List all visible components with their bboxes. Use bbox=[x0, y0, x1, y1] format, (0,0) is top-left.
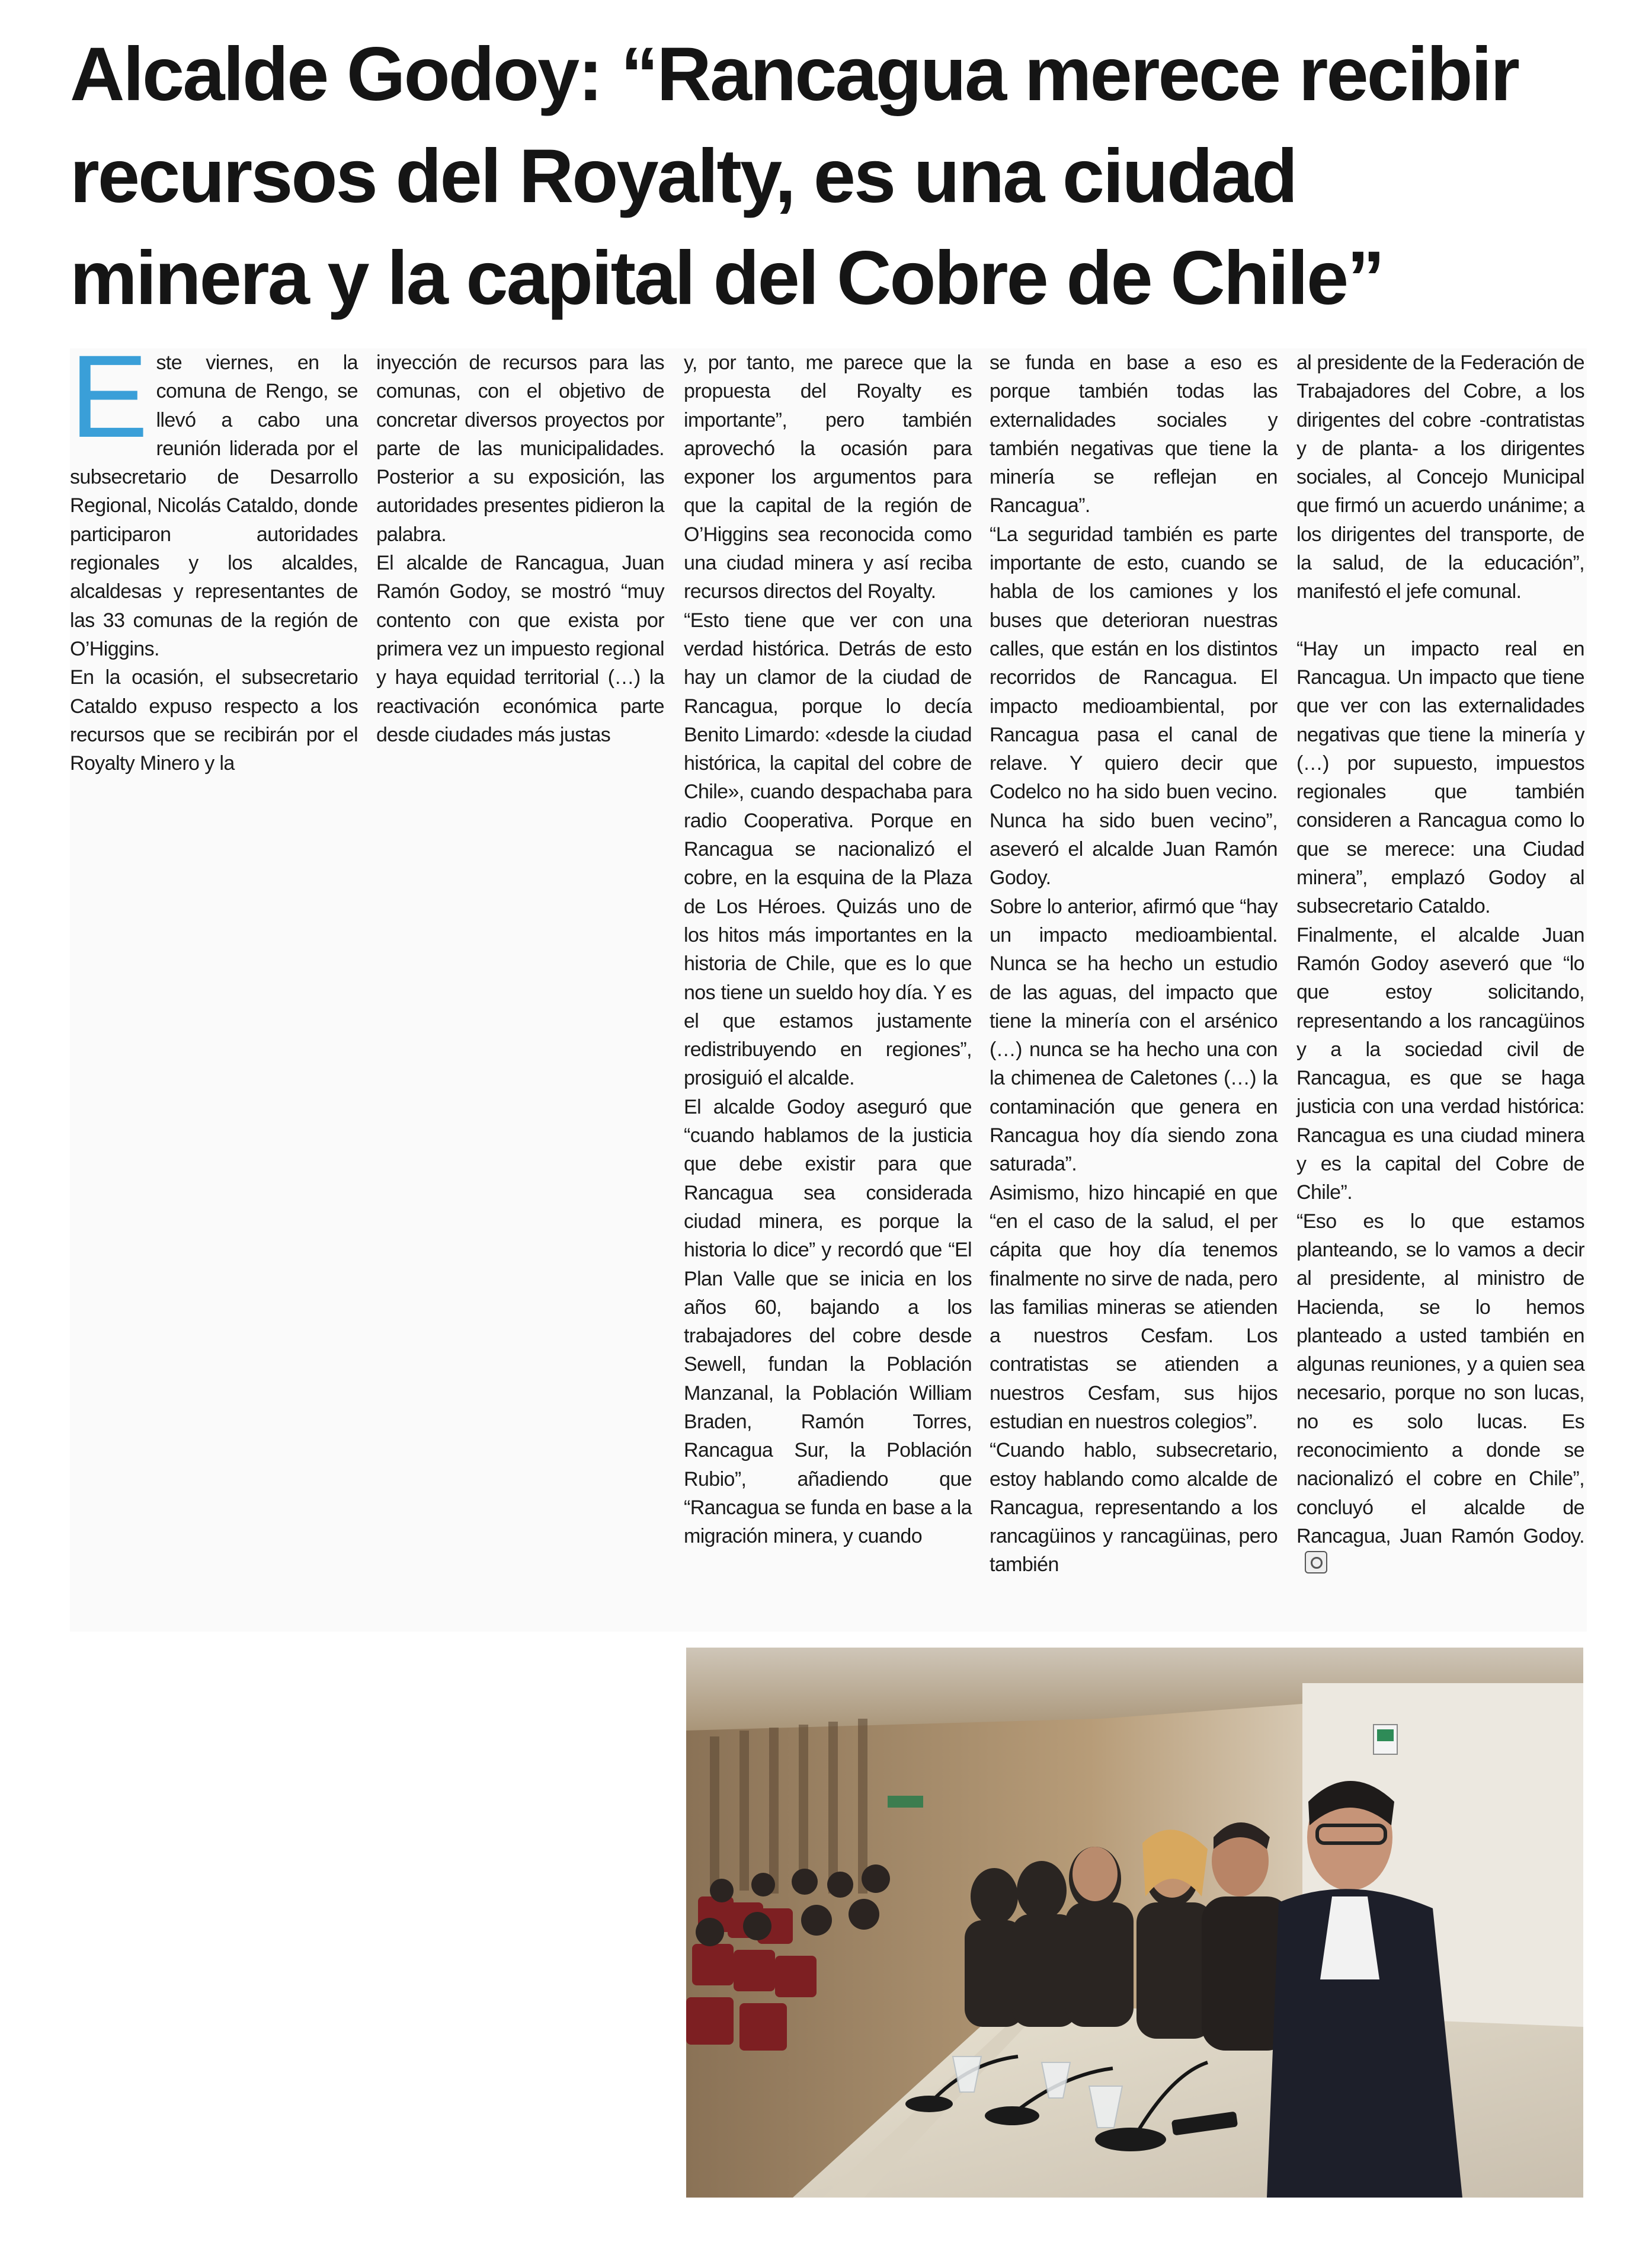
article-column-1 bbox=[70, 331, 358, 778]
paragraph: El alcalde de Rancagua, Juan Ramón Godoy, se mostró “muy contento con que exista por primera vez un impuesto regional y haya equidad territorial (…) la reactivación económica parte desde ciudades más justas bbox=[376, 552, 664, 746]
paragraph: “Eso es lo que estamos planteando, se lo vamos a decir al presidente, al ministro de Hacienda, se lo hemos planteado a usted también en algunas reuniones, y a quien sea necesario, porque no son lucas, no es solo lucas. Es reconocimiento a donde se nacionalizó el cobre en Chile”, concluyó el alcalde de Rancagua, Juan Ramón Godoy. bbox=[1296, 1207, 1584, 1579]
article-column-2 bbox=[376, 348, 664, 749]
paragraph: Este viernes, en la comuna de Rengo, se llevó a cabo una reunión liderada por el subsecretario de Desarrollo Regional, Nicolás Cataldo, donde participaron autoridades regionales y los alcaldes, alcaldesas y representantes de las 33 comunas de la región de O’Higgins. bbox=[70, 331, 358, 660]
headline-line-2: recursos del Royalty, es una ciudad bbox=[70, 134, 1296, 219]
article-column-4 bbox=[990, 348, 1278, 1579]
paragraph: al presidente de la Federación de Trabajadores del Cobre, a los dirigentes del cobre -contratistas y de planta- a los dirigentes sociales, al Concejo Municipal que firmó un acuerdo unánime; a los dirigentes del transporte, de la salud, de la educación”, manifestó el jefe comunal. bbox=[1296, 351, 1584, 603]
meeting-photo bbox=[686, 1648, 1583, 2198]
paragraph: El alcalde Godoy aseguró que “cuando hablamos de la justicia que debe existir para que Rancagua sea considerada ciudad minera, es porque la historia lo dice” y recordó que “El Plan Valle que se inicia en los años 60, bajando a los trabajadores del cobre desde Sewell, fundan la Población Manzanal, la Población William Braden, Ramón Torres, Rancagua Sur, la Población Rubio”, añadiendo que “Rancagua se funda en base a la migración minera, y cuando bbox=[684, 1095, 972, 1548]
paragraph: “La seguridad también es parte importante de esto, cuando se habla de los camiones y los buses que deterioran nuestras calles, que están en los distintos recorridos de Rancagua. El impacto medioambiental, por Rancagua pasa el canal de relave. Y quiero decir que Codelco no ha sido buen vecino. Nunca ha sido buen vecino”, aseveró el alcalde Juan Ramón Godoy. bbox=[990, 523, 1278, 890]
article-column-5 bbox=[1296, 348, 1584, 1579]
meeting-photo-illustration bbox=[686, 1648, 1583, 2198]
paragraph: Sobre lo anterior, afirmó que “hay un impacto medioambiental. Nunca se ha hecho un estudio de las aguas, del impacto que tiene la minería con el arsénico (…) nunca se ha hecho una con la chimenea de Caletones (…) la contaminación que genera en Rancagua hoy día siendo zona saturada”. bbox=[990, 895, 1278, 1176]
paragraph: inyección de recursos para las comunas, con el objetivo de concretar diversos proyectos por parte de las municipalidades. Posterior a su exposición, las autoridades presentes pidieron la palabra. bbox=[376, 351, 664, 546]
paragraph: “Hay un impacto real en Rancagua. Un impacto que tiene que ver con las externalidades negativas que tiene la minería y (…) por supuesto, impuestos regionales que también consideren a Rancagua como lo que se merece: una Ciudad minera”, emplazó Godoy al subsecretario Cataldo. bbox=[1296, 637, 1584, 918]
paragraph: se funda en base a eso es porque también todas las externalidades sociales y también negativas que tiene la minería se reflejan en Rancagua”. bbox=[990, 351, 1278, 517]
headline bbox=[70, 24, 1587, 330]
drop-cap: E bbox=[70, 331, 148, 462]
headline-line-3: minera y la capital del Cobre de Chile” bbox=[70, 236, 1384, 321]
paragraph: y, por tanto, me parece que la propuesta del Royalty es importante”, pero también aprovechó la ocasión para exponer los argumentos para que la capital de la región de O’Higgins sea reconocida como una ciudad minera y así reciba recursos directos del Royalty. bbox=[684, 351, 972, 603]
paragraph: Asimismo, hizo hincapié en que “en el caso de la salud, el per cápita que hoy día tenemos finalmente no sirve de nada, pero las familias mineras se atienden a nuestros Cesfam. Los contratistas se atienden a nuestros Cesfam, sus hijos estudian en nuestros colegios”. bbox=[990, 1181, 1278, 1433]
paragraph: En la ocasión, el subsecretario Cataldo expuso respecto a los recursos que se recibirán por el Royalty Minero y la bbox=[70, 666, 358, 775]
end-of-article-icon bbox=[1305, 1551, 1327, 1573]
headline-line-1: Alcalde Godoy: “Rancagua merece recibir bbox=[70, 32, 1518, 117]
article-column-3 bbox=[684, 348, 972, 1550]
paragraph: “Esto tiene que ver con una verdad histórica. Detrás de esto hay un clamor de la ciudad de Rancagua, porque lo decía Benito Limardo: «desde la ciudad histórica, la capital del cobre de Chile», cuando despachaba para radio Cooperativa. Porque en Rancagua se nacionalizó el cobre, en la esquina de la Plaza de Los Héroes. Quizás uno de los hitos más importantes en la historia de Chile, que es lo que nos tiene un sueldo hoy día. Y es el que estamos justamente redistribuyendo en regiones”, prosiguió el alcalde. bbox=[684, 609, 972, 1090]
paragraph: Finalmente, el alcalde Juan Ramón Godoy aseveró que “lo que estoy solicitando, representando a los rancagüinos y a la sociedad civil de Rancagua, es que se haga justicia con una verdad histórica: Rancagua es una ciudad minera y es la capital del Cobre de Chile”. bbox=[1296, 923, 1584, 1204]
paragraph: “Cuando hablo, subsecretario, estoy hablando como alcalde de Rancagua, representando a los rancagüinos y rancagüinas, pero también bbox=[990, 1439, 1278, 1576]
